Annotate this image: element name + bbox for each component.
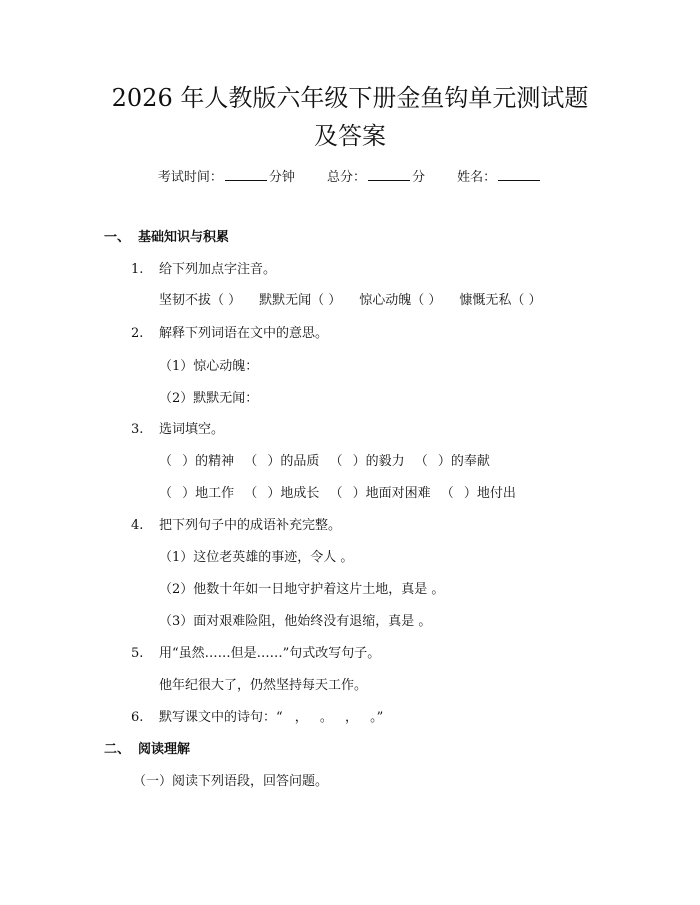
question-3 xyxy=(131,420,224,440)
question-number: 5. xyxy=(131,646,144,661)
reading-intro: （一）阅读下列语段，回答问题。 xyxy=(133,774,329,789)
question-5-sentence: 他年纪很大了，仍然坚持每天工作。 xyxy=(159,678,368,693)
student-name-label: 姓名： xyxy=(457,170,497,185)
exam-time-blank xyxy=(225,169,267,181)
exam-time-unit: 分钟 xyxy=(268,170,295,185)
student-name-field xyxy=(457,170,542,185)
student-name-blank xyxy=(498,169,540,181)
question-text: 给下列加点字注音。 xyxy=(159,262,277,277)
section-number: 二、 xyxy=(104,742,131,757)
question-1 xyxy=(131,260,276,280)
question-6 xyxy=(131,708,383,728)
pinyin-item: 慷慨无私（ ） xyxy=(459,293,542,308)
section-heading-1 xyxy=(104,228,229,248)
question-3-row-2: （ ）地工作 （ ）地成长 （ ）地面对困难 （ ）地付出 xyxy=(159,486,516,501)
question-number: 1. xyxy=(131,262,144,277)
question-text: 把下列句子中的成语补充完整。 xyxy=(159,518,342,533)
question-number: 6. xyxy=(131,710,144,725)
question-4-sub-2: （2）他数十年如一日地守护着这片土地，真是 。 xyxy=(159,582,445,597)
section-title: 阅读理解 xyxy=(138,742,191,757)
section-title: 基础知识与积累 xyxy=(138,230,230,245)
question-text: 选词填空。 xyxy=(159,422,225,437)
question-1-items xyxy=(159,291,542,311)
document-title-line-2: 及答案 xyxy=(314,122,386,150)
question-number: 4. xyxy=(131,518,144,533)
question-2 xyxy=(131,324,328,344)
total-score-label: 总分： xyxy=(326,170,366,185)
question-5 xyxy=(131,644,380,664)
pinyin-item: 坚韧不拔（ ） xyxy=(159,293,242,308)
pinyin-item: 默默无闻（ ） xyxy=(259,293,342,308)
pinyin-item: 惊心动魄（ ） xyxy=(359,293,442,308)
exam-time-field xyxy=(158,170,295,185)
question-text: 默写课文中的诗句：“ ， 。 ， 。” xyxy=(159,710,384,725)
question-number: 3. xyxy=(131,422,144,437)
total-score-unit: 分 xyxy=(412,170,426,185)
exam-meta xyxy=(0,168,700,188)
section-heading-2 xyxy=(104,740,190,760)
document-title-line-1: 2026 年人教版六年级下册金鱼钩单元测试题 xyxy=(111,84,589,112)
total-score-field xyxy=(327,170,425,185)
question-4-sub-3: （3）面对艰难险阻，他始终没有退缩，真是 。 xyxy=(159,614,432,629)
question-text: 用“虽然……但是……”句式改写句子。 xyxy=(159,646,381,661)
question-text: 解释下列词语在文中的意思。 xyxy=(159,326,329,341)
exam-time-label: 考试时间： xyxy=(157,170,223,185)
question-3-row-1: （ ）的精神 （ ）的品质 （ ）的毅力 （ ）的奉献 xyxy=(159,454,490,469)
question-2-sub-1: （1）惊心动魄： xyxy=(159,359,259,374)
question-4 xyxy=(131,516,341,536)
question-4-sub-1: （1）这位老英雄的事迹，令人 。 xyxy=(159,550,354,565)
question-2-sub-2: （2）默默无闻： xyxy=(159,391,259,406)
total-score-blank xyxy=(368,169,410,181)
section-number: 一、 xyxy=(104,230,131,245)
question-number: 2. xyxy=(131,326,144,341)
